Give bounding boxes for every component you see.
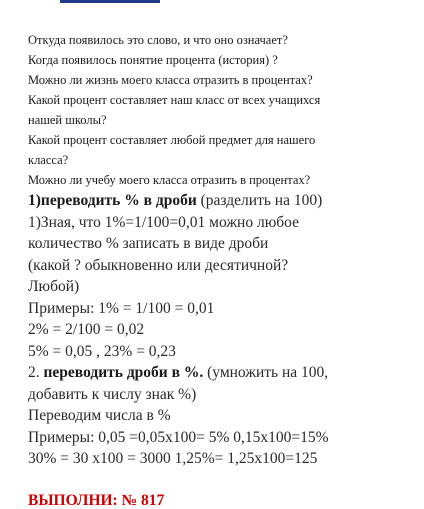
footer-cut-text: ВЫПОЛНИ: № 817 xyxy=(28,492,165,509)
document-body xyxy=(28,30,418,470)
section-2-heading-bold: переводить дроби в %. xyxy=(43,364,204,381)
section-1-line: Любой) xyxy=(28,278,80,295)
section-2-example: Примеры: 0,05 =0,05х100= 5% 0,15х100=15% xyxy=(28,428,329,446)
section-1-example: Примеры: 1% = 1/100 = 0,01 xyxy=(28,299,215,317)
question-5-cont: класса? xyxy=(28,153,69,167)
section-1-line: 1)Зная, что 1%=1/100=0,01 можно любое xyxy=(28,213,299,231)
section-1-heading-bold: 1)переводить % в дроби xyxy=(28,192,197,209)
section-2-line: Переводим числа в % xyxy=(28,407,171,424)
section-2-heading xyxy=(28,362,418,384)
section-1-heading xyxy=(28,190,418,212)
question-1: Откуда появилось это слово, и что оно означает? xyxy=(28,33,288,47)
section-2-number: 2. xyxy=(28,364,44,381)
question-4: Какой процент составляет наш класс от всех учащихся xyxy=(28,93,321,107)
section-1-line: количество % записать в виде дроби xyxy=(28,235,269,252)
question-3: Можно ли жизнь моего класса отразить в процентах? xyxy=(28,73,313,87)
top-rule xyxy=(60,0,160,3)
section-2-heading-rest: (умножить на 100, xyxy=(203,364,329,381)
section-2-example: 30% = 30 х100 = 3000 1,25%= 1,25х100=125 xyxy=(28,450,318,467)
section-1-example: 5% = 0,05 , 23% = 0,23 xyxy=(28,342,176,360)
question-4-cont: нашей школы? xyxy=(28,113,107,127)
section-2-line: добавить к числу знак %) xyxy=(28,385,197,403)
question-5: Какой процент составляет любой предмет для нашего xyxy=(28,133,316,147)
section-1-heading-rest: (разделить на 100) xyxy=(196,192,323,209)
section-1-example: 2% = 2/100 = 0,02 xyxy=(28,321,145,338)
question-2: Когда появилось понятие процента (история) ? xyxy=(28,53,278,67)
section-1-line: (какой ? обыкновенно или десятичной? xyxy=(28,256,289,274)
question-6: Можно ли учебу моего класса отразить в процентах? xyxy=(28,173,311,187)
